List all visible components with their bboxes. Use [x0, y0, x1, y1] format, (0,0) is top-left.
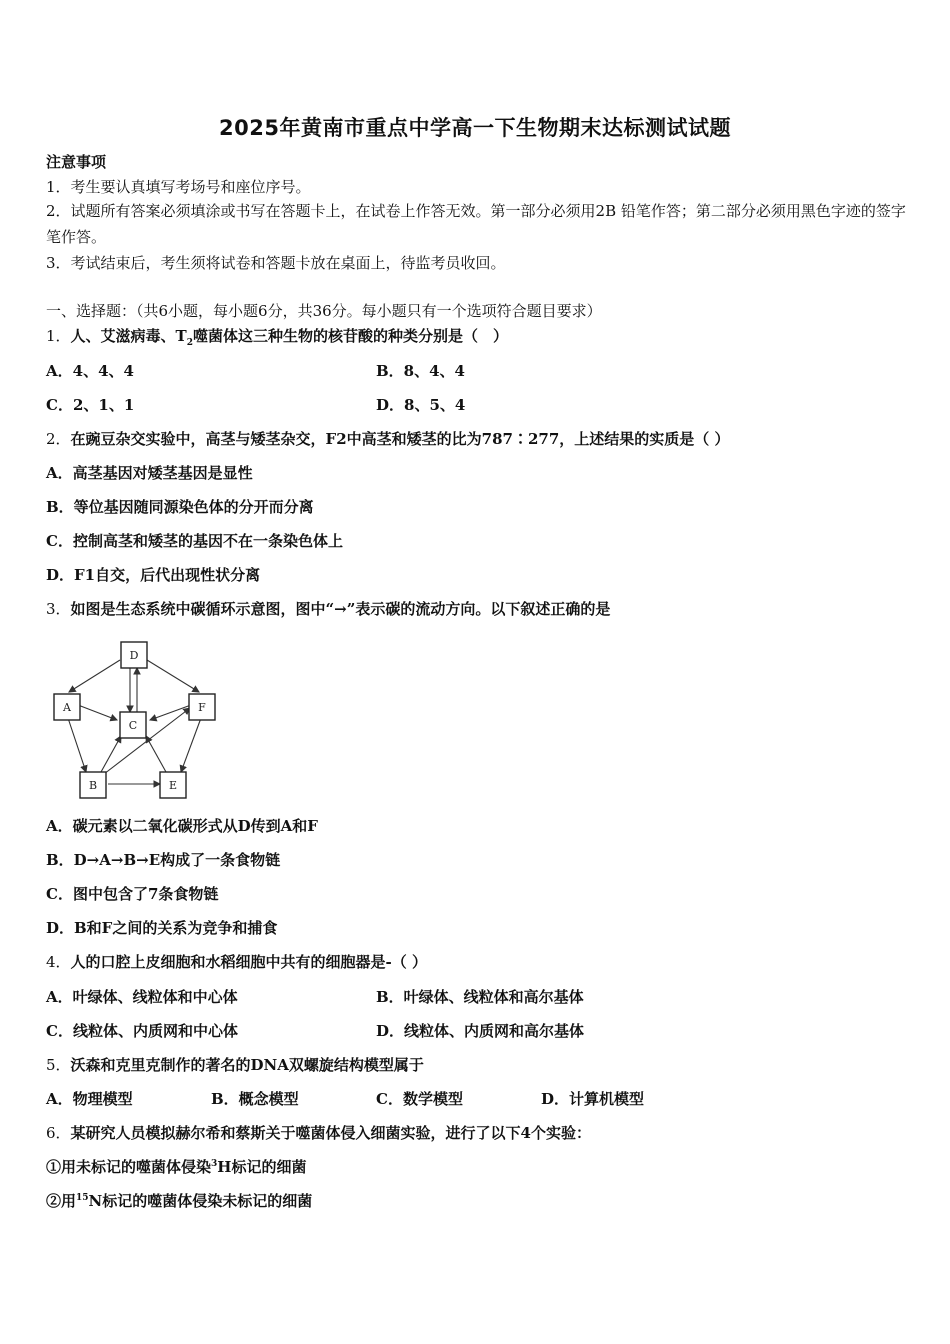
- carbon-cycle-diagram: [46, 632, 226, 804]
- q2-option-b: B．等位基因随同源染色体的分开而分离: [46, 498, 314, 516]
- node-label-f: F: [198, 701, 206, 714]
- question-5: [46, 1054, 424, 1076]
- question-2: [46, 428, 729, 450]
- q6-item-2: [46, 1190, 312, 1212]
- q1-option-d: D．8、5、4: [376, 396, 466, 414]
- item-text: N标记的噬菌体侵染未标记的细菌: [88, 1192, 313, 1210]
- q3-option-c: C．图中包含了7条食物链: [46, 885, 219, 903]
- item-text: H标记的细菌: [217, 1158, 307, 1176]
- q2-option-c: C．控制高茎和矮茎的基因不在一条染色体上: [46, 532, 343, 550]
- node-label-c: C: [128, 719, 138, 732]
- arrow-b-f: [104, 708, 190, 774]
- arrow-e-c: [146, 736, 166, 772]
- node-label-d: D: [129, 649, 139, 662]
- node-label-b: B: [88, 779, 98, 792]
- arrow-f-e: [181, 718, 201, 772]
- q5-option-d: D．计算机模型: [541, 1090, 645, 1108]
- question-text: 沃森和克里克制作的著名的DNA双螺旋结构模型属于: [70, 1056, 424, 1074]
- q1-option-c: C．2、1、1: [46, 396, 135, 414]
- superscript: 3: [211, 1159, 218, 1169]
- item-text: ②用: [46, 1192, 77, 1210]
- q5-option-a: A．物理模型: [46, 1090, 133, 1108]
- notice-item-3: 3．考试结束后，考生须将试卷和答题卡放在桌面上，待监考员收回。: [46, 254, 506, 272]
- section-heading: 一、选择题：（共6小题，每小题6分，共36分。每小题只有一个选项符合题目要求）: [46, 302, 602, 320]
- question-number: 6．: [46, 1124, 71, 1142]
- q1-option-b: B．8、4、4: [376, 362, 465, 380]
- question-4: [46, 951, 427, 973]
- q4-option-b: B．叶绿体、线粒体和高尔基体: [376, 988, 584, 1006]
- notice-item-2: 2．试题所有答案必须填涂或书写在答题卡上，在试卷上作答无效。第一部分必须用2B 铅笔作答；第二部分必须用黑色字迹的签字笔作答。: [46, 202, 906, 246]
- subscript: 2: [186, 338, 193, 348]
- q2-option-a: A．高茎基因对矮茎基因是显性: [46, 464, 253, 482]
- q4-option-d: D．线粒体、内质网和高尔基体: [376, 1022, 585, 1040]
- node-label-e: E: [168, 779, 178, 792]
- q3-option-a: A．碳元素以二氧化碳形式从D传到A和F: [46, 817, 318, 835]
- arrow-a-b: [68, 718, 86, 772]
- q2-option-d: D．F1自交，后代出现性状分离: [46, 566, 261, 584]
- question-number: 1．: [46, 327, 71, 345]
- arrow-a-c: [78, 705, 117, 720]
- question-number: 3．: [46, 600, 71, 618]
- q4-option-c: C．线粒体、内质网和中心体: [46, 1022, 238, 1040]
- q1-option-a: A．4、4、4: [46, 362, 134, 380]
- page-title: 2025年黄南市重点中学高一下生物期末达标测试试题: [219, 116, 731, 140]
- question-3: [46, 598, 610, 620]
- arrow-b-c: [101, 736, 121, 772]
- node-label-a: A: [63, 701, 71, 714]
- question-text: 某研究人员模拟赫尔希和蔡斯关于噬菌体侵入细菌实验，进行了以下4个实验：: [70, 1124, 591, 1142]
- q5-option-b: B．概念模型: [211, 1090, 299, 1108]
- question-text: 如图是生态系统中碳循环示意图，图中“→”表示碳的流动方向。以下叙述正确的是: [70, 600, 611, 618]
- notice-heading: 注意事项: [46, 153, 107, 171]
- question-text: 噬菌体这三种生物的核苷酸的种类分别是（ ）: [192, 327, 508, 345]
- question-text: 人的口腔上皮细胞和水稻细胞中共有的细胞器是-（ ）: [70, 953, 427, 971]
- question-1: [46, 325, 508, 347]
- question-number: 4．: [46, 953, 71, 971]
- arrow-d-f: [147, 660, 199, 692]
- q3-option-d: D．B和F之间的关系为竞争和捕食: [46, 919, 278, 937]
- question-text: 人、艾滋病毒、T: [70, 327, 187, 345]
- question-text: 在豌豆杂交实验中，高茎与矮茎杂交，F2中高茎和矮茎的比为787∶277，上述结果的实质是（ ）: [70, 430, 730, 448]
- question-6: [46, 1122, 591, 1144]
- q4-option-a: A．叶绿体、线粒体和中心体: [46, 988, 238, 1006]
- superscript: 15: [76, 1193, 89, 1203]
- question-number: 5．: [46, 1056, 71, 1074]
- notice-item-1: 1．考生要认真填写考场号和座位序号。: [46, 178, 311, 196]
- question-number: 2．: [46, 430, 71, 448]
- q5-option-c: C．数学模型: [376, 1090, 463, 1108]
- q3-option-b: B．D→A→B→E构成了一条食物链: [46, 851, 281, 869]
- item-text: ①用未标记的噬菌体侵染: [46, 1158, 212, 1176]
- q6-item-1: [46, 1156, 306, 1178]
- arrow-d-a: [69, 660, 120, 692]
